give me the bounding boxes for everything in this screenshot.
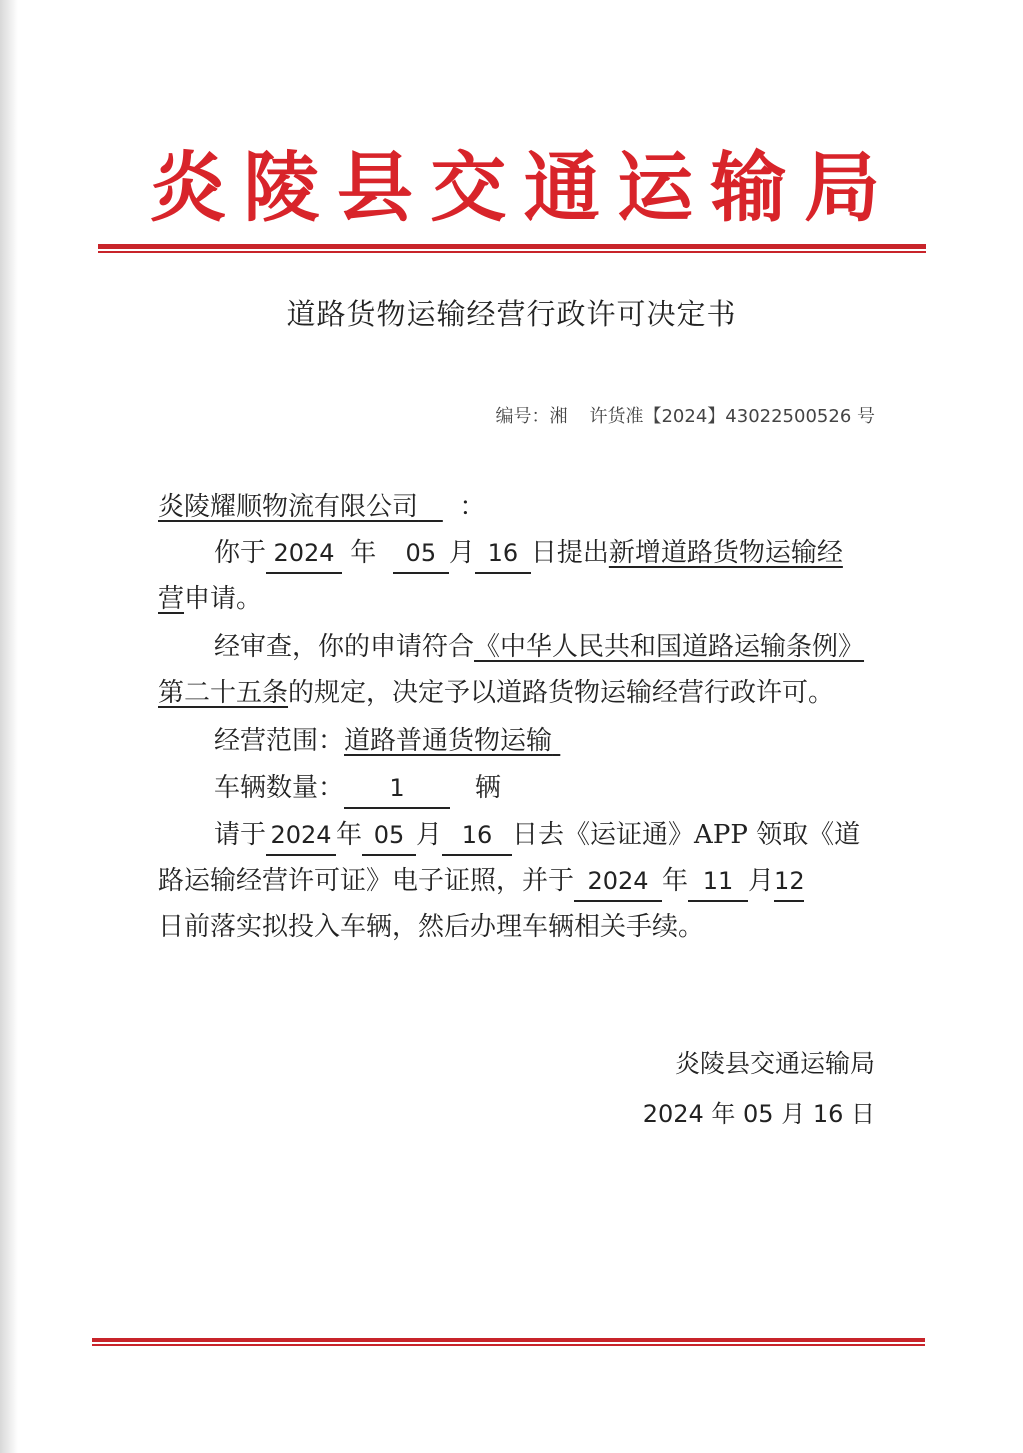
footer-red-rule — [92, 1338, 925, 1342]
vehicle-instruction: 日前落实拟投入车辆，然后办理车辆相关手续。 — [158, 912, 705, 942]
law-reference: 《中华人民共和国道路运输条例》 — [474, 632, 865, 662]
collect-instruction: 日去《运证通》APP 领取《道 — [512, 820, 861, 850]
year-unit: 年 — [662, 866, 689, 896]
addressee-name: 炎陵耀顺物流有限公司 — [158, 492, 419, 522]
collect-month: 05 — [362, 816, 416, 856]
business-scope-label: 经营范围： — [214, 726, 345, 756]
masthead-char: 交 — [430, 143, 507, 232]
document-number-label: 编号：湘 — [495, 406, 568, 427]
year-unit: 年 — [336, 820, 363, 850]
vehicle-count-value: 1 — [344, 769, 450, 809]
year-unit: 年 — [350, 538, 377, 568]
license-text: 路运输经营许可证》电子证照，并于 — [158, 866, 575, 896]
month-unit: 月 — [448, 538, 475, 568]
application-year: 2024 — [266, 534, 342, 574]
addressee-colon: ： — [459, 492, 486, 522]
addressee-line — [158, 484, 880, 530]
business-scope-value: 道路普通货物运输 — [344, 726, 553, 756]
paragraph-instructions — [158, 812, 880, 950]
document-title: 道路货物运输经营行政许可决定书 — [286, 297, 737, 331]
application-type-cont: 营 — [158, 584, 185, 614]
issue-date: 2024 年 05 月 16 日 — [642, 1100, 875, 1128]
footer-red-rule-thin — [92, 1344, 925, 1346]
masthead-char: 通 — [523, 143, 600, 232]
month-unit: 月 — [416, 820, 443, 850]
masthead-char: 陵 — [243, 143, 320, 232]
masthead-title — [150, 138, 880, 238]
collect-day: 16 — [442, 816, 512, 856]
masthead-char: 局 — [803, 143, 880, 232]
para2-prefix: 经审查，你的申请符合 — [214, 632, 475, 662]
masthead-char: 输 — [710, 143, 787, 232]
vehicle-count-line — [158, 765, 880, 811]
header-red-rule — [98, 244, 926, 249]
law-article: 第二十五条 — [158, 678, 289, 708]
deadline-month: 11 — [688, 862, 748, 902]
page-edge-shadow — [0, 0, 18, 1453]
masthead-char: 炎 — [150, 143, 226, 232]
month-unit: 月 — [748, 866, 775, 896]
paragraph-application — [158, 530, 880, 622]
masthead-char: 运 — [617, 143, 694, 232]
vehicle-count-label: 车辆数量： — [214, 773, 345, 803]
para2-suffix: 的规定，决定予以道路货物运输经营行政许可。 — [288, 678, 835, 708]
application-month: 05 — [393, 534, 449, 574]
collect-year: 2024 — [266, 816, 336, 856]
deadline-year: 2024 — [574, 862, 662, 902]
masthead-char: 县 — [336, 143, 413, 232]
document-number-value: 许货准【2024】43022500526 号 — [589, 406, 875, 427]
para1-suffix: 申请。 — [184, 584, 263, 614]
para3-prefix: 请于 — [214, 820, 267, 850]
application-day: 16 — [475, 534, 531, 574]
header-red-rule-thin — [98, 251, 926, 253]
issuer-name: 炎陵县交通运输局 — [674, 1049, 875, 1078]
paragraph-review — [158, 624, 880, 716]
application-type: 新增道路货物运输经 — [608, 538, 843, 568]
vehicle-count-unit: 辆 — [474, 773, 501, 803]
para1-prefix: 你于 — [214, 538, 267, 568]
deadline-day: 12 — [774, 862, 804, 902]
business-scope-line — [158, 718, 880, 764]
document-number — [495, 402, 875, 428]
day-unit: 日提出 — [530, 538, 609, 568]
